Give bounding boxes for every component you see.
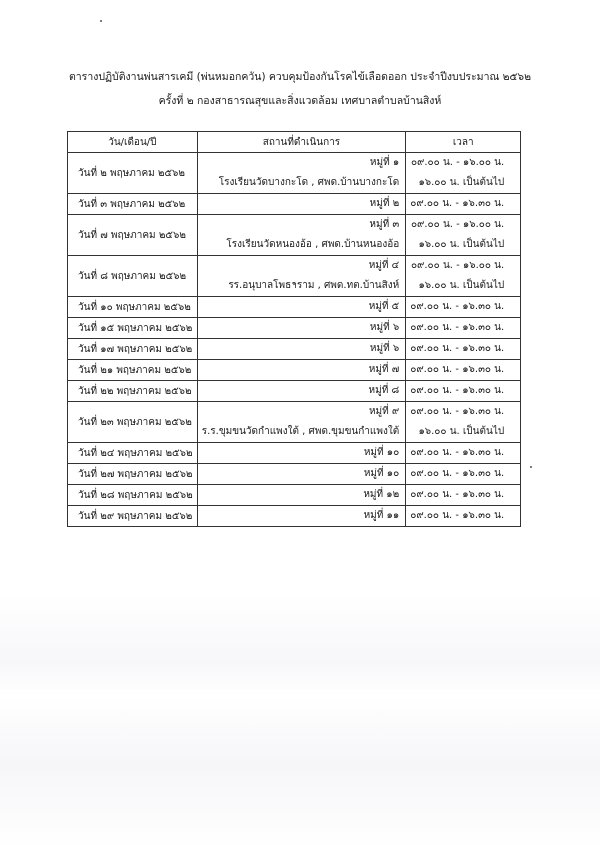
cell-time xyxy=(406,506,521,527)
time-line: ๐๙.๐๐ น. - ๑๖.๐๐ น. xyxy=(410,260,505,271)
place-line: โรงเรียนวัดบางกะโด , ศพด.บ้านบางกะโด xyxy=(218,177,400,188)
time-line: ๐๙.๐๐ น. - ๑๖.๓๐ น. xyxy=(410,385,505,396)
place-line: หมู่ที่ ๑๐ xyxy=(363,468,400,479)
cell-time xyxy=(406,153,521,194)
time-line: ๐๙.๐๐ น. - ๑๖.๓๐ น. xyxy=(410,489,505,500)
cell-date: วันที่ ๒๓ พฤษภาคม ๒๕๖๒ xyxy=(68,402,198,443)
cell-time xyxy=(406,443,521,464)
place-line: หมู่ที่ ๙ xyxy=(368,406,400,417)
cell-time xyxy=(406,381,521,402)
cell-place xyxy=(197,381,406,402)
scan-speck xyxy=(530,466,532,468)
cell-time xyxy=(406,485,521,506)
cell-time xyxy=(406,339,521,360)
table-row xyxy=(68,215,521,256)
cell-place xyxy=(197,297,406,318)
time-line: ๐๙.๐๐ น. - ๑๖.๓๐ น. xyxy=(410,447,505,458)
cell-place xyxy=(197,215,406,256)
time-line: ๐๙.๐๐ น. - ๑๖.๐๐ น. xyxy=(410,219,505,230)
time-line: ๐๙.๐๐ น. - ๑๖.๓๐ น. xyxy=(410,364,505,375)
table-row xyxy=(68,506,521,527)
cell-date: วันที่ ๒๙ พฤษภาคม ๒๕๖๒ xyxy=(68,506,198,527)
scan-speck xyxy=(100,20,102,22)
time-line: ๑๖.๐๐ น. เป็นต้นไป xyxy=(418,280,505,291)
cell-time xyxy=(406,297,521,318)
cell-date: วันที่ ๑๕ พฤษภาคม ๒๕๖๒ xyxy=(68,318,198,339)
cell-date: วันที่ ๗ พฤษภาคม ๒๕๖๒ xyxy=(68,215,198,256)
place-line: หมู่ที่ ๑๑ xyxy=(363,510,400,521)
place-line: รร.อนุบาลโพธาราม , ศพด.ทต.บ้านสิงห์ xyxy=(228,280,400,291)
place-line: หมู่ที่ ๑๒ xyxy=(363,489,400,500)
place-line: หมู่ที่ ๔ xyxy=(368,260,400,271)
cell-time xyxy=(406,360,521,381)
column-header-time: เวลา xyxy=(406,132,521,153)
cell-date: วันที่ ๑๐ พฤษภาคม ๒๕๖๒ xyxy=(68,297,198,318)
cell-date: วันที่ ๒๘ พฤษภาคม ๒๕๖๒ xyxy=(68,485,198,506)
cell-place xyxy=(197,402,406,443)
place-line: หมู่ที่ ๖ xyxy=(369,343,400,354)
cell-time xyxy=(406,318,521,339)
table-row xyxy=(68,402,521,443)
cell-time xyxy=(406,194,521,215)
cell-place xyxy=(197,464,406,485)
cell-place xyxy=(197,194,406,215)
time-line: ๐๙.๐๐ น. - ๑๖.๓๐ น. xyxy=(410,406,505,417)
time-line: ๐๙.๐๐ น. - ๑๖.๓๐ น. xyxy=(410,468,505,479)
cell-time xyxy=(406,256,521,297)
place-line: หมู่ที่ ๑๐ xyxy=(363,447,400,458)
cell-date: วันที่ ๑๗ พฤษภาคม ๒๕๖๒ xyxy=(68,339,198,360)
cell-place xyxy=(197,318,406,339)
table-row xyxy=(68,194,521,215)
cell-place xyxy=(197,485,406,506)
cell-place xyxy=(197,153,406,194)
place-line: หมู่ที่ ๑ xyxy=(369,157,400,168)
column-header-date: วัน/เดือน/ปี xyxy=(68,132,198,153)
column-header-place: สถานที่ดำเนินการ xyxy=(197,132,406,153)
cell-time xyxy=(406,215,521,256)
time-line: ๐๙.๐๐ น. - ๑๖.๓๐ น. xyxy=(410,510,505,521)
table-row xyxy=(68,464,521,485)
table-row xyxy=(68,443,521,464)
time-line: ๐๙.๐๐ น. - ๑๖.๓๐ น. xyxy=(410,198,505,209)
place-line: หมู่ที่ ๖ xyxy=(369,322,400,333)
time-line: ๐๙.๐๐ น. - ๑๖.๓๐ น. xyxy=(410,343,505,354)
cell-place xyxy=(197,360,406,381)
cell-place xyxy=(197,443,406,464)
time-line: ๐๙.๐๐ น. - ๑๖.๐๐ น. xyxy=(410,157,505,168)
table-row xyxy=(68,485,521,506)
cell-date: วันที่ ๒ พฤษภาคม ๒๕๖๒ xyxy=(68,153,198,194)
table-row xyxy=(68,381,521,402)
time-line: ๑๖.๐๐ น. เป็นต้นไป xyxy=(418,239,505,250)
place-line: โรงเรียนวัดหนองอ้อ , ศพด.บ้านหนองอ้อ xyxy=(226,239,400,250)
table-row xyxy=(68,153,521,194)
cell-time xyxy=(406,464,521,485)
time-line: ๑๖.๐๐ น. เป็นต้นไป xyxy=(418,426,505,437)
table-row xyxy=(68,297,521,318)
document-title: ตารางปฏิบัติงานพ่นสารเคมี (พ่นหมอกควัน) ควบคุมป้องกันโรคไข้เลือดออก ประจำปีงบประมาณ ๒๕๖๒ xyxy=(68,71,532,83)
cell-place xyxy=(197,506,406,527)
table-row xyxy=(68,256,521,297)
cell-date: วันที่ ๒๗ พฤษภาคม ๒๕๖๒ xyxy=(68,464,198,485)
place-line: หมู่ที่ ๘ xyxy=(368,385,400,396)
time-line: ๐๙.๐๐ น. - ๑๖.๓๐ น. xyxy=(410,322,505,333)
place-line: ร.ร.ขุมขนวัดกำแพงใต้ , ศพด.ขุมขนกำแพงใต้ xyxy=(201,426,400,437)
cell-date: วันที่ ๒๔ พฤษภาคม ๒๕๖๒ xyxy=(68,443,198,464)
cell-date: วันที่ ๘ พฤษภาคม ๒๕๖๒ xyxy=(68,256,198,297)
schedule-table xyxy=(67,131,521,527)
cell-place xyxy=(197,256,406,297)
table-row xyxy=(68,360,521,381)
table-header-row xyxy=(68,132,521,153)
table-row xyxy=(68,339,521,360)
place-line: หมู่ที่ ๕ xyxy=(368,301,400,312)
cell-date: วันที่ ๓ พฤษภาคม ๒๕๖๒ xyxy=(68,194,198,215)
table-row xyxy=(68,318,521,339)
cell-time xyxy=(406,402,521,443)
place-line: หมู่ที่ ๗ xyxy=(368,364,400,375)
place-line: หมู่ที่ ๒ xyxy=(369,198,400,209)
cell-date: วันที่ ๒๑ พฤษภาคม ๒๕๖๒ xyxy=(68,360,198,381)
time-line: ๐๙.๐๐ น. - ๑๖.๓๐ น. xyxy=(410,301,505,312)
document-subtitle: ครั้งที่ ๒ กองสาธารณสุขและสิ่งแวดล้อม เทศบาลตำบลบ้านสิงห์ xyxy=(158,95,442,107)
cell-place xyxy=(197,339,406,360)
cell-date: วันที่ ๒๒ พฤษภาคม ๒๕๖๒ xyxy=(68,381,198,402)
time-line: ๑๖.๐๐ น. เป็นต้นไป xyxy=(418,177,505,188)
place-line: หมู่ที่ ๓ xyxy=(369,219,400,230)
schedule-table-body xyxy=(68,153,521,527)
